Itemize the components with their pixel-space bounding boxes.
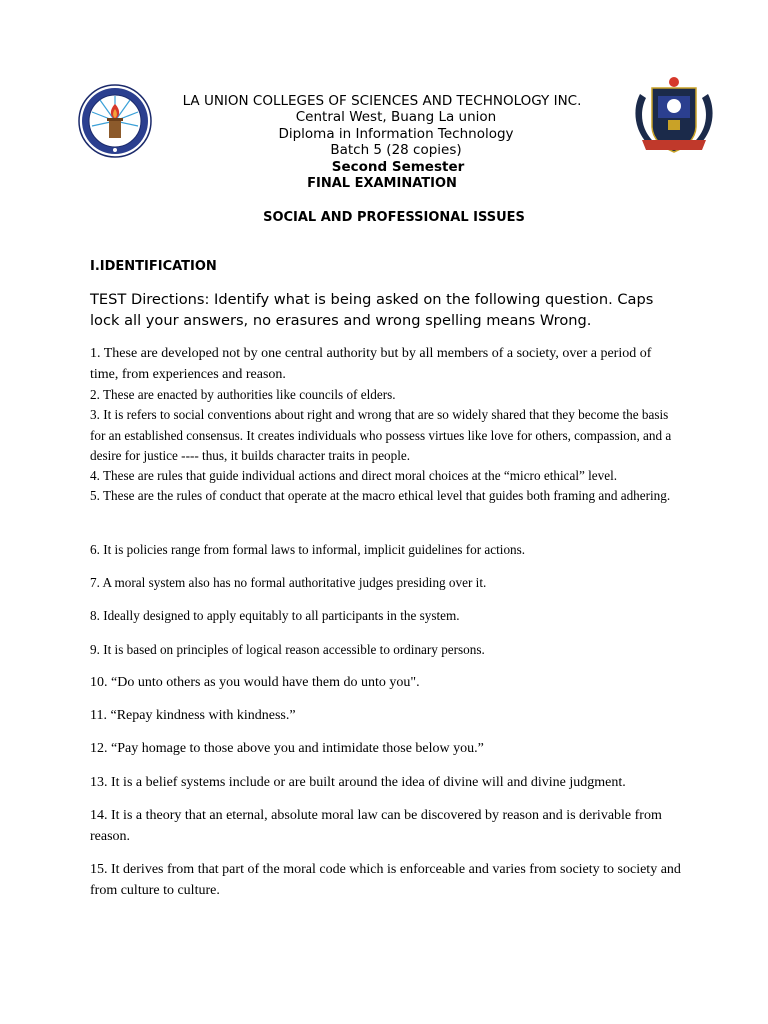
- question-8: 8. Ideally designed to apply equitably to all participants in the system.: [90, 608, 460, 623]
- question-9: 9. It is based on principles of logical reason accessible to ordinary persons.: [90, 642, 485, 657]
- question-5: 5. These are the rules of conduct that operate at the macro ethical level that guides both framing and adhering.: [90, 488, 671, 503]
- school-address: Central West, Buang La union: [295, 109, 497, 125]
- question-11: 11. “Repay kindness with kindness.”: [90, 708, 296, 723]
- question-12: 12. “Pay homage to those above you and intimidate those below you.”: [90, 741, 484, 756]
- test-directions: TEST Directions: Identify what is being asked on the following question. Caps lock all your answers, no erasures and wrong spelling means Wrong.: [90, 291, 654, 329]
- subject-title: SOCIAL AND PROFESSIONAL ISSUES: [263, 210, 525, 225]
- question-14: 14. It is a theory that an eternal, absolute moral law can be discovered by reason and is derivable from reason.: [90, 808, 662, 844]
- question-3: 3. It is refers to social conventions about right and wrong that are so widely shared that they become the basis for an established consensus. It creates individuals who possess virtues like love for others, compassion, and a desire for justice ---- thus, it builds character traits in people.: [90, 407, 672, 463]
- question-6: 6. It is policies range from formal laws to informal, implicit guidelines for actions.: [90, 542, 526, 557]
- question-7: 7. A moral system also has no formal authoritative judges presiding over it.: [90, 575, 487, 590]
- semester: Second Semester: [331, 159, 465, 175]
- school-name: LA UNION COLLEGES OF SCIENCES AND TECHNOLOGY INC.: [182, 93, 582, 109]
- batch-info: Batch 5 (28 copies): [330, 142, 462, 158]
- question-1: 1. These are developed not by one central authority but by all members of a society, over a period of time, from experiences and reason.: [90, 346, 652, 382]
- question-2: 2. These are enacted by authorities like councils of elders.: [90, 387, 396, 402]
- question-13: 13. It is a belief systems include or are built around the idea of divine will and divine judgment.: [90, 775, 626, 790]
- program-name: Diploma in Information Technology: [278, 126, 514, 142]
- section-title: I.IDENTIFICATION: [90, 259, 217, 274]
- question-4: 4. These are rules that guide individual actions and direct moral choices at the “micro ethical” level.: [90, 468, 618, 483]
- exam-title: FINAL EXAMINATION: [307, 176, 457, 191]
- question-15: 15. It derives from that part of the moral code which is enforceable and varies from society to society and from culture to culture.: [90, 862, 681, 898]
- question-10: 10. “Do unto others as you would have them do unto you".: [90, 675, 420, 690]
